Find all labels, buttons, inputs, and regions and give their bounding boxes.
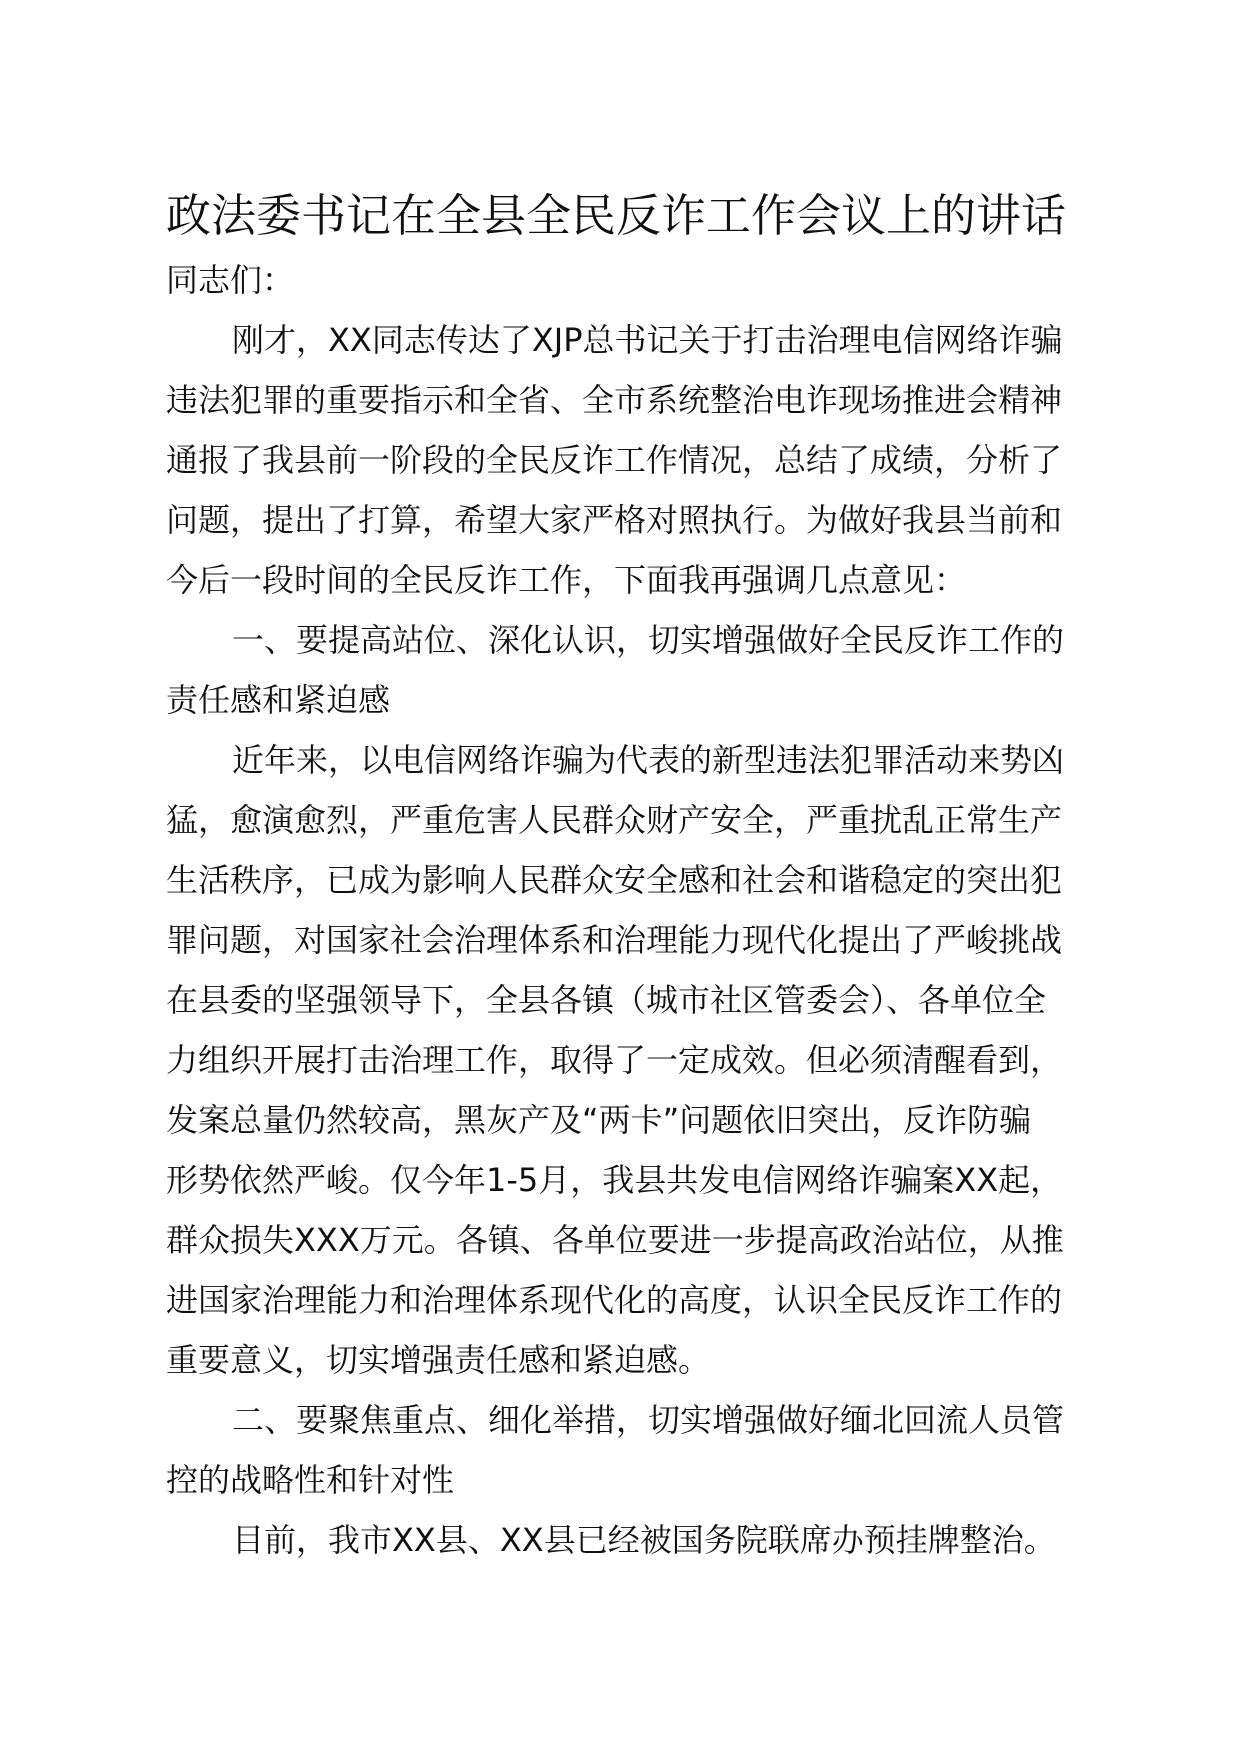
paragraph-line: 罪问题，对国家社会治理体系和治理能力现代化提出了严峻挑战 — [166, 921, 1063, 959]
paragraph-line: 进国家治理能力和治理体系现代化的高度，认识全民反诈工作的 — [166, 1281, 1063, 1319]
paragraph-line: 重要意义，切实增强责任感和紧迫感。 — [166, 1341, 711, 1379]
document-title: 政法委书记在全县全民反诈工作会议上的讲话 — [166, 189, 1067, 242]
paragraph-line: 目前，我市XX县、XX县已经被国务院联席办预挂牌整治。 — [232, 1521, 1056, 1559]
paragraph-line: 问题，提出了打算，希望大家严格对照执行。为做好我县当前和 — [166, 501, 1063, 539]
paragraph-line: 群众损失XXX万元。各镇、各单位要进一步提高政治站位，从推 — [166, 1221, 1064, 1259]
section-heading-line: 一、要提高站位、深化认识，切实增强做好全民反诈工作的 — [232, 621, 1065, 659]
paragraph-line: 刚才，XX同志传达了XJP总书记关于打击治理电信网络诈骗 — [232, 321, 1063, 359]
paragraph-line: 近年来，以电信网络诈骗为代表的新型违法犯罪活动来势凶 — [232, 741, 1065, 779]
paragraph-line: 生活秩序，已成为影响人民群众安全感和社会和谐稳定的突出犯 — [166, 861, 1063, 899]
paragraph-line: 形势依然严峻。仅今年1-5月，我县共发电信网络诈骗案XX起， — [166, 1161, 1063, 1199]
salutation-line: 同志们： — [166, 261, 295, 299]
document-body — [166, 250, 1096, 1570]
paragraph-line: 猛，愈演愈烈，严重危害人民群众财产安全，严重扰乱正常生产 — [166, 801, 1063, 839]
paragraph-line: 在县委的坚强领导下，全县各镇（城市社区管委会）、各单位全 — [166, 981, 1047, 1019]
paragraph-line: 力组织开展打击治理工作，取得了一定成效。但必须清醒看到， — [166, 1041, 1063, 1079]
paragraph-line: 今后一段时间的全民反诈工作，下面我再强调几点意见： — [166, 561, 967, 599]
section-heading-line: 责任感和紧迫感 — [166, 681, 391, 719]
section-heading-line: 二、要聚焦重点、细化举措，切实增强做好缅北回流人员管 — [232, 1401, 1065, 1439]
paragraph-line: 发案总量仍然较高，黑灰产及“两卡”问题依旧突出，反诈防骗 — [166, 1101, 1032, 1139]
paragraph-line: 违法犯罪的重要指示和全省、全市系统整治电诈现场推进会精神 — [166, 381, 1063, 419]
paragraph-line: 通报了我县前一阶段的全民反诈工作情况，总结了成绩，分析了 — [166, 441, 1063, 479]
section-heading-line: 控的战略性和针对性 — [166, 1461, 455, 1499]
